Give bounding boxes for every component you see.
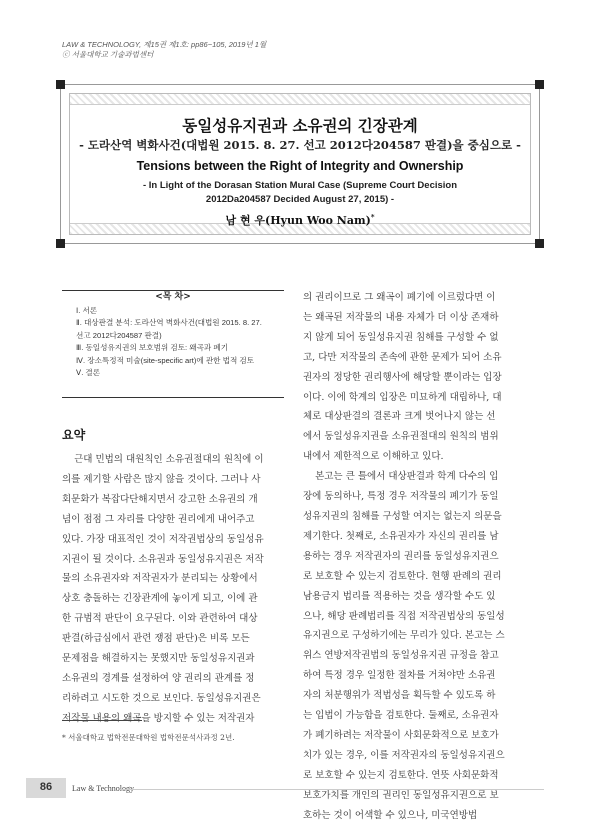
footer-journal-name: Law & Technology	[72, 784, 134, 793]
abstract-line: 판결(하급심에서 관련 쟁점 판단)은 비록 모든	[62, 633, 250, 645]
abstract-line: 는 입법이 가능함을 검토한다. 둘째로, 소유권자	[303, 710, 499, 722]
article-subtitle: - 도라산역 벽화사건(대법원 2015. 8. 27. 선고 2012다204587 판결)을 중심으로 -	[79, 138, 521, 152]
abstract-heading: 요약	[62, 428, 86, 442]
toc-item: Ⅰ. 서론	[76, 306, 98, 315]
abstract-line: 로 보호할 수 있는지 검토한다. 연뜻 사회문화적	[303, 769, 499, 781]
abstract-line: 용하는 경우 저작권자의 권리를 동일성유지권으	[303, 550, 499, 562]
toc-heading-text: <목 차>	[149, 292, 197, 302]
abstract-line: 호하는 것이 어색할 수 있으나, 미국연방법	[303, 809, 478, 820]
author-text: 남 현 우(Hyun Woo Nam)	[225, 214, 371, 227]
abstract-line: 이다. 이에 학계의 입장은 미묘하게 대립하나, 대	[303, 391, 502, 403]
abstract-line: 체로 대상판결의 결론과 크게 벗어나지 않는 선	[303, 411, 496, 423]
abstract-line: 가 폐기하려는 저작물이 사회문화적으로 보호가	[303, 729, 499, 741]
toc-item: Ⅱ. 대상판결 분석: 도라산역 벽화사건(대법원 2015. 8. 27.	[76, 318, 262, 328]
abstract-line: 한 규범적 판단이 요구된다. 이와 관련하여 대상	[62, 613, 258, 625]
abstract-line: 저작물 내용의 왜곡을 방지할 수 있는 저작권자	[62, 712, 255, 724]
english-subtitle-line-1: - In Light of the Dorasan Station Mural Case (Supreme Court Decision	[142, 180, 458, 191]
english-title: Tensions between the Right of Integrity and Ownership	[136, 159, 464, 173]
author-footnote-mark: *	[370, 212, 375, 222]
abstract-left-column	[62, 450, 284, 729]
abstract-line: 지권이 될 것이다. 소유권과 동일성유지권은 저작	[62, 553, 264, 565]
toc-list	[76, 305, 280, 379]
abstract-line: 에서 동일성유지권을 소유권절대의 원칙의 범위	[303, 431, 499, 443]
abstract-line: 의 권리이므로 그 왜곡이 폐기에 이르렀다면 이	[303, 292, 496, 303]
abstract-line: 권자의 정당한 권리행사에 해당할 뿐이라는 입장	[303, 371, 502, 383]
abstract-line: 치가 있는 경우, 이를 저작권자의 동일성유지권으	[303, 749, 505, 761]
abstract-line: 하여 특정 경우 일정한 절차를 거쳐야만 소유권	[303, 670, 496, 682]
abstract-line: 는 왜곡된 저작물의 내용 자체가 더 이상 존재하	[303, 311, 499, 323]
abstract-line: 본고는 큰 틀에서 대상판결과 학계 다수의 입	[303, 471, 499, 483]
abstract-line: 자의 처분행위가 적법성을 획득할 수 있도록 하	[303, 690, 496, 702]
abstract-line: 리하려고 시도한 것으로 보인다. 동일성유지권은	[62, 692, 261, 704]
corner-square-icon	[535, 239, 544, 248]
author-name	[70, 212, 530, 228]
footnote-divider	[62, 720, 142, 721]
english-subtitle-line-2: 2012Da204587 Decided August 27, 2015) -	[205, 194, 395, 205]
page-number: 86	[39, 781, 53, 793]
copyright-line: ⓒ 서울대학교 기술과법센터	[62, 50, 154, 59]
abstract-line: 성유지권의 침해를 구성할 여지는 없는지 의문을	[303, 510, 502, 522]
abstract-line: 의를 제기할 사람은 많지 않을 것이다. 그러나 사	[62, 473, 261, 485]
journal-citation: LAW & TECHNOLOGY, 제15권 제1호: pp86~105, 2019년 1월	[62, 40, 267, 49]
abstract-line: 위스 연방저작권법의 동일성유지권 규정을 참고	[303, 650, 499, 662]
abstract-line: 로 보호할 수 있는지 검토한다. 현행 판례의 권리	[303, 570, 502, 582]
abstract-line: 소유권의 경계를 설정하여 양 권리의 관계를 정	[62, 672, 255, 684]
abstract-line: 념이 점점 그 자리를 다양한 권리에게 내어주고	[62, 513, 255, 525]
toc-item: Ⅳ. 장소특정적 미술(site-specific art)에 관한 법적 검토	[76, 355, 255, 365]
abstract-line: 있다. 가장 대표적인 것이 저작권법상의 동일성유	[62, 533, 264, 545]
author-footnote: * 서울대학교 법학전문대학원 법학전문석사과정 2년.	[62, 733, 235, 742]
abstract-line: 제기한다. 첫째로, 소유권자가 자신의 권리를 남	[303, 530, 499, 542]
abstract-line: 문제점을 해결하지는 못했지만 동일성유지권과	[62, 653, 255, 665]
corner-square-icon	[535, 80, 544, 89]
table-of-contents	[62, 290, 284, 398]
abstract-line: 회문화가 복잡다단해지면서 강고한 소유권의 개	[62, 493, 258, 505]
toc-heading	[62, 284, 284, 303]
abstract-line: 고, 다만 저작물의 존속에 관한 문제가 되어 소유	[303, 351, 502, 363]
toc-item: Ⅴ. 결론	[76, 368, 101, 378]
abstract-line: 물의 소유권자와 저작권자가 분리되는 상황에서	[62, 573, 258, 585]
footer-rule	[120, 789, 544, 790]
toc-item: Ⅲ. 동일성유지권의 보호범위 검토: 왜곡과 폐기	[76, 343, 229, 353]
decorative-band	[70, 94, 530, 105]
abstract-line: 근대 민법의 대원칙인 소유권절대의 원칙에 이	[62, 454, 264, 465]
article-title: 동일성유지권과 소유권의 긴장관계	[182, 116, 418, 135]
abstract-line: 내에서 제한적으로 이해하고 있다.	[303, 451, 444, 463]
title-box	[60, 84, 540, 244]
abstract-line: 보호가치를 개인의 권리인 동일성유지권으로 보	[303, 789, 499, 801]
corner-square-icon	[56, 80, 65, 89]
abstract-line: 장에 동의하나, 특정 경우 저작물의 폐기가 동일	[303, 491, 499, 503]
abstract-line: 유지권으로 구성하기에는 무리가 있다. 본고는 스	[303, 630, 505, 642]
abstract-right-column	[303, 288, 539, 820]
abstract-line: 으나, 해당 판례법리를 직접 저작권법상의 동일성	[303, 610, 505, 622]
title-box-inner	[69, 93, 531, 235]
toc-item: 선고 2012다204587 판결)	[76, 330, 162, 340]
journal-header	[62, 40, 266, 60]
abstract-line: 상호 충돌하는 긴장관계에 놓이게 되고, 이에 관	[62, 593, 258, 605]
corner-square-icon	[56, 239, 65, 248]
abstract-line: 지 않게 되어 동일성유지권 침해를 구성할 수 없	[303, 331, 499, 343]
abstract-line: 남용금지 법리를 적용하는 것을 생각할 수도 있	[303, 590, 496, 602]
